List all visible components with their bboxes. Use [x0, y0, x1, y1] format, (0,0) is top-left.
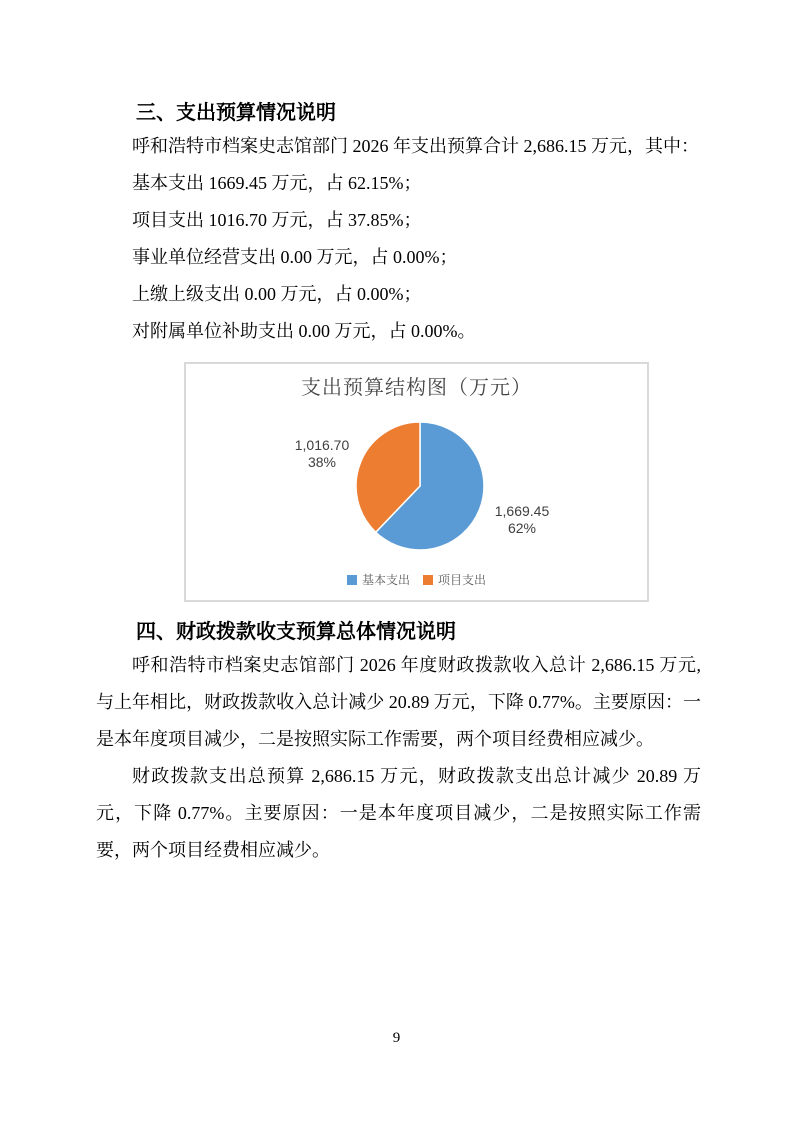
- legend-label-basic: 基本支出: [361, 573, 410, 587]
- section4-para2: 财政拨款支出总预算 2,686.15 万元，财政拨款支出总计减少 20.89 万元，下降 0.77%。主要原因：一是本年度项目减少，二是按照实际工作需要，两个项目经费相应减少。: [96, 766, 701, 860]
- legend-label-project: 项目支出: [438, 573, 487, 587]
- section4-heading: 四、财政拨款收支预算总体情况说明: [136, 621, 456, 643]
- expenditure-structure-chart: [184, 362, 649, 602]
- section4-para1: 呼和浩特市档案史志馆部门 2026 年度财政拨款收入总计 2,686.15 万元,与上年相比，财政拨款收入总计减少 20.89 万元，下降 0.77%。主要原因：一是本年度项目减少，二是按照实际工作需要，两个项目经费相应减少。: [96, 655, 701, 749]
- legend-item-basic: [347, 571, 410, 588]
- budget-item-subsidy: 对附属单位补助支出 0.00 万元，占 0.00%。: [132, 321, 476, 341]
- section3-intro: 呼和浩特市档案史志馆部门 2026 年支出预算合计 2,686.15 万元，其中：: [132, 136, 699, 156]
- page-number: 9: [392, 1030, 401, 1046]
- pie-label-basic: [472, 503, 572, 537]
- budget-item-upper-level: 上缴上级支出 0.00 万元，占 0.00%；: [132, 284, 422, 304]
- pie-label-project-value: 1,016.70: [294, 437, 350, 453]
- pie-label-basic-percent: 62%: [507, 520, 537, 536]
- chart-legend: [186, 571, 647, 588]
- section3-heading: 三、支出预算情况说明: [136, 102, 336, 124]
- pie-label-project-percent: 38%: [307, 454, 337, 470]
- budget-item-operating: 事业单位经营支出 0.00 万元，占 0.00%；: [132, 247, 458, 267]
- chart-title: 支出预算结构图（万元）: [301, 377, 532, 399]
- legend-swatch-basic-icon: [347, 575, 357, 585]
- pie-label-project: [272, 437, 372, 471]
- pie-chart-icon: [354, 420, 486, 552]
- budget-item-project: 项目支出 1016.70 万元，占 37.85%；: [132, 210, 422, 230]
- legend-swatch-project-icon: [423, 575, 433, 585]
- legend-item-project: [423, 571, 486, 588]
- pie-label-basic-value: 1,669.45: [494, 503, 550, 519]
- budget-item-basic: 基本支出 1669.45 万元，占 62.15%；: [132, 173, 422, 193]
